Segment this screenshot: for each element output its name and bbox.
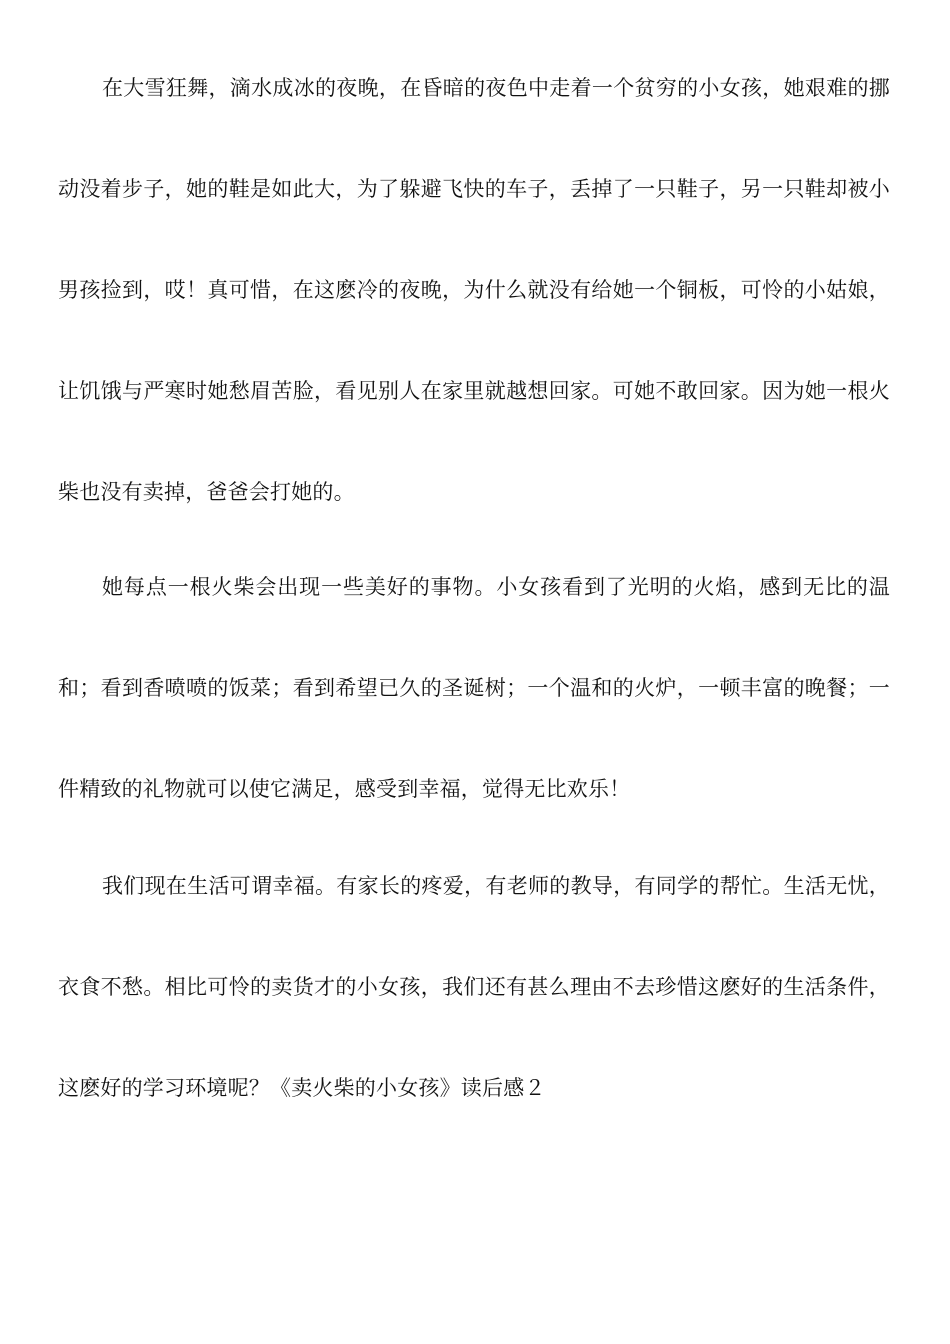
paragraph-1: 在大雪狂舞，滴水成冰的夜晚，在昏暗的夜色中走着一个贫穷的小女孩，她艰难的挪动没着步子，她的鞋是如此大，为了躲避飞快的车子，丢掉了一只鞋子，另一只鞋却被小男孩捡到，哎！真可惜，在这麽冷的夜晚，为什么就没有给她一个铜板，可怜的小姑娘，让饥饿与严寒时她愁眉苦脸，看见别人在家里就越想回家。可她不敢回家。因为她一根火柴也没有卖掉，爸爸会打她的。 bbox=[58, 76, 890, 504]
paragraph-2: 她每点一根火柴会出现一些美好的事物。小女孩看到了光明的火焰，感到无比的温和；看到香喷喷的饭菜；看到希望已久的圣诞树；一个温和的火炉，一顿丰富的晚餐；一件精致的礼物就可以使它满足，感受到幸福，觉得无比欢乐！ bbox=[58, 575, 890, 801]
paragraph-3: 我们现在生活可谓幸福。有家长的疼爱，有老师的教导，有同学的帮忙。生活无忧，衣食不愁。相比可怜的卖货才的小女孩，我们还有甚么理由不去珍惜这麽好的生活条件，这麽好的学习环境呢？《卖火柴的小女孩》读后感２ bbox=[58, 874, 890, 1100]
